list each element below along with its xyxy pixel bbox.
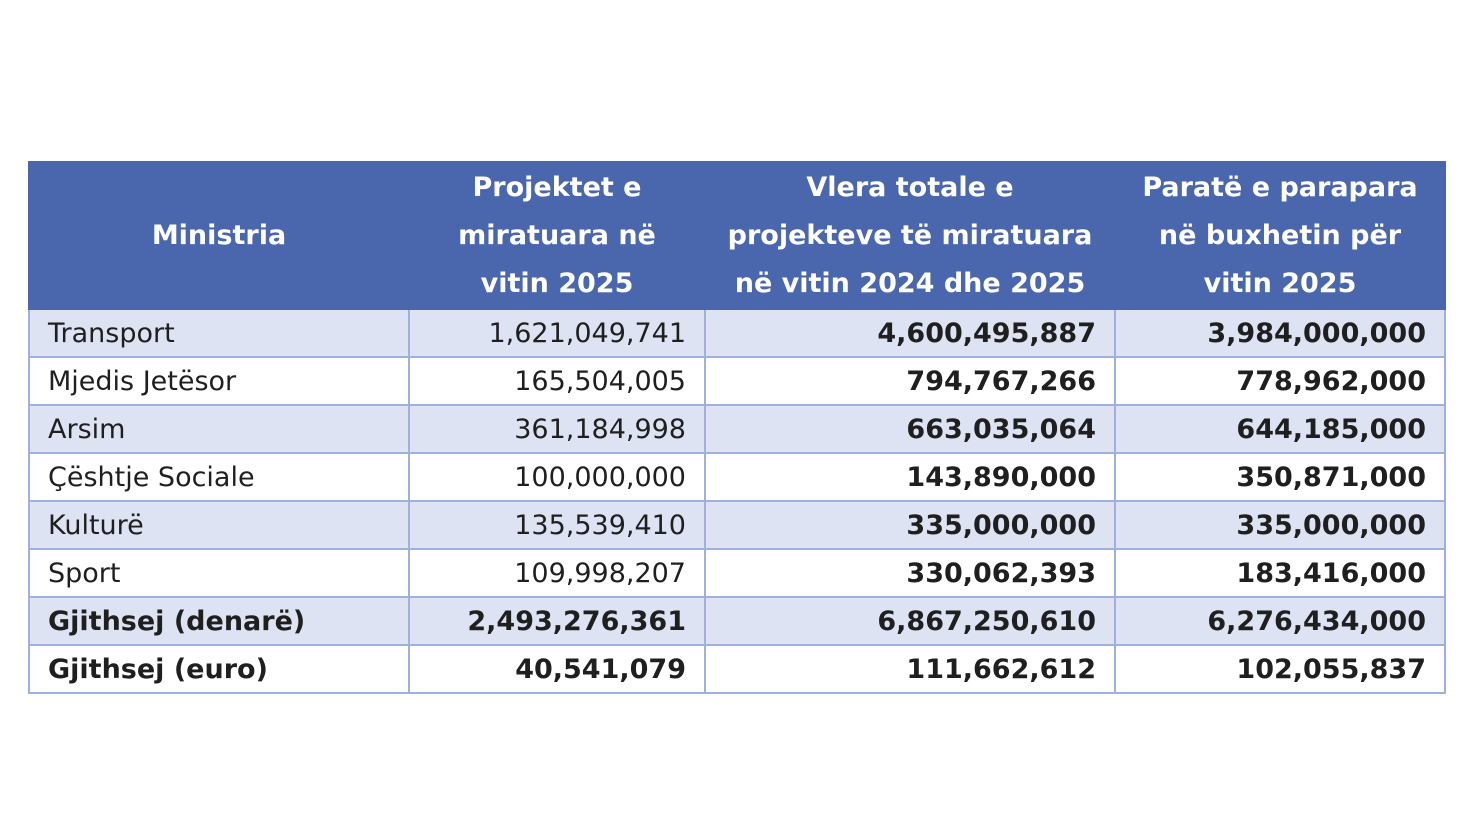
total-row-euro xyxy=(29,645,1445,693)
table-row xyxy=(29,501,1445,549)
cell-approved-2025: 2,493,276,361 xyxy=(409,597,705,645)
cell-budget-2025: 350,871,000 xyxy=(1115,453,1445,501)
cell-total-label: Gjithsej (euro) xyxy=(29,645,409,693)
cell-total-value: 794,767,266 xyxy=(705,357,1115,405)
cell-budget-2025: 778,962,000 xyxy=(1115,357,1445,405)
header-budget-2025: Paratë e parapara në buxhetin për vitin 2025 xyxy=(1115,162,1445,309)
total-row-denars xyxy=(29,597,1445,645)
cell-approved-2025: 1,621,049,741 xyxy=(409,309,705,357)
header-row xyxy=(29,162,1445,309)
budget-table xyxy=(28,161,1446,694)
table-row xyxy=(29,453,1445,501)
cell-approved-2025: 165,504,005 xyxy=(409,357,705,405)
cell-ministry: Sport xyxy=(29,549,409,597)
header-total-value: Vlera totale e projekteve të miratuara në vitin 2024 dhe 2025 xyxy=(705,162,1115,309)
cell-approved-2025: 135,539,410 xyxy=(409,501,705,549)
cell-budget-2025: 183,416,000 xyxy=(1115,549,1445,597)
table-body xyxy=(29,309,1445,693)
table-row xyxy=(29,405,1445,453)
header-ministry: Ministria xyxy=(29,162,409,309)
cell-budget-2025: 6,276,434,000 xyxy=(1115,597,1445,645)
cell-ministry: Transport xyxy=(29,309,409,357)
table-header xyxy=(29,162,1445,309)
table-row xyxy=(29,309,1445,357)
cell-approved-2025: 100,000,000 xyxy=(409,453,705,501)
cell-ministry: Çështje Sociale xyxy=(29,453,409,501)
cell-total-label: Gjithsej (denarë) xyxy=(29,597,409,645)
table-row xyxy=(29,549,1445,597)
table-row xyxy=(29,357,1445,405)
cell-ministry: Kulturë xyxy=(29,501,409,549)
cell-budget-2025: 644,185,000 xyxy=(1115,405,1445,453)
cell-budget-2025: 102,055,837 xyxy=(1115,645,1445,693)
cell-budget-2025: 3,984,000,000 xyxy=(1115,309,1445,357)
cell-ministry: Arsim xyxy=(29,405,409,453)
cell-total-value: 6,867,250,610 xyxy=(705,597,1115,645)
cell-total-value: 335,000,000 xyxy=(705,501,1115,549)
cell-total-value: 111,662,612 xyxy=(705,645,1115,693)
cell-total-value: 143,890,000 xyxy=(705,453,1115,501)
cell-approved-2025: 40,541,079 xyxy=(409,645,705,693)
cell-total-value: 4,600,495,887 xyxy=(705,309,1115,357)
cell-total-value: 330,062,393 xyxy=(705,549,1115,597)
header-approved-2025: Projektet e miratuara në vitin 2025 xyxy=(409,162,705,309)
cell-ministry: Mjedis Jetësor xyxy=(29,357,409,405)
cell-approved-2025: 109,998,207 xyxy=(409,549,705,597)
cell-total-value: 663,035,064 xyxy=(705,405,1115,453)
cell-budget-2025: 335,000,000 xyxy=(1115,501,1445,549)
cell-approved-2025: 361,184,998 xyxy=(409,405,705,453)
